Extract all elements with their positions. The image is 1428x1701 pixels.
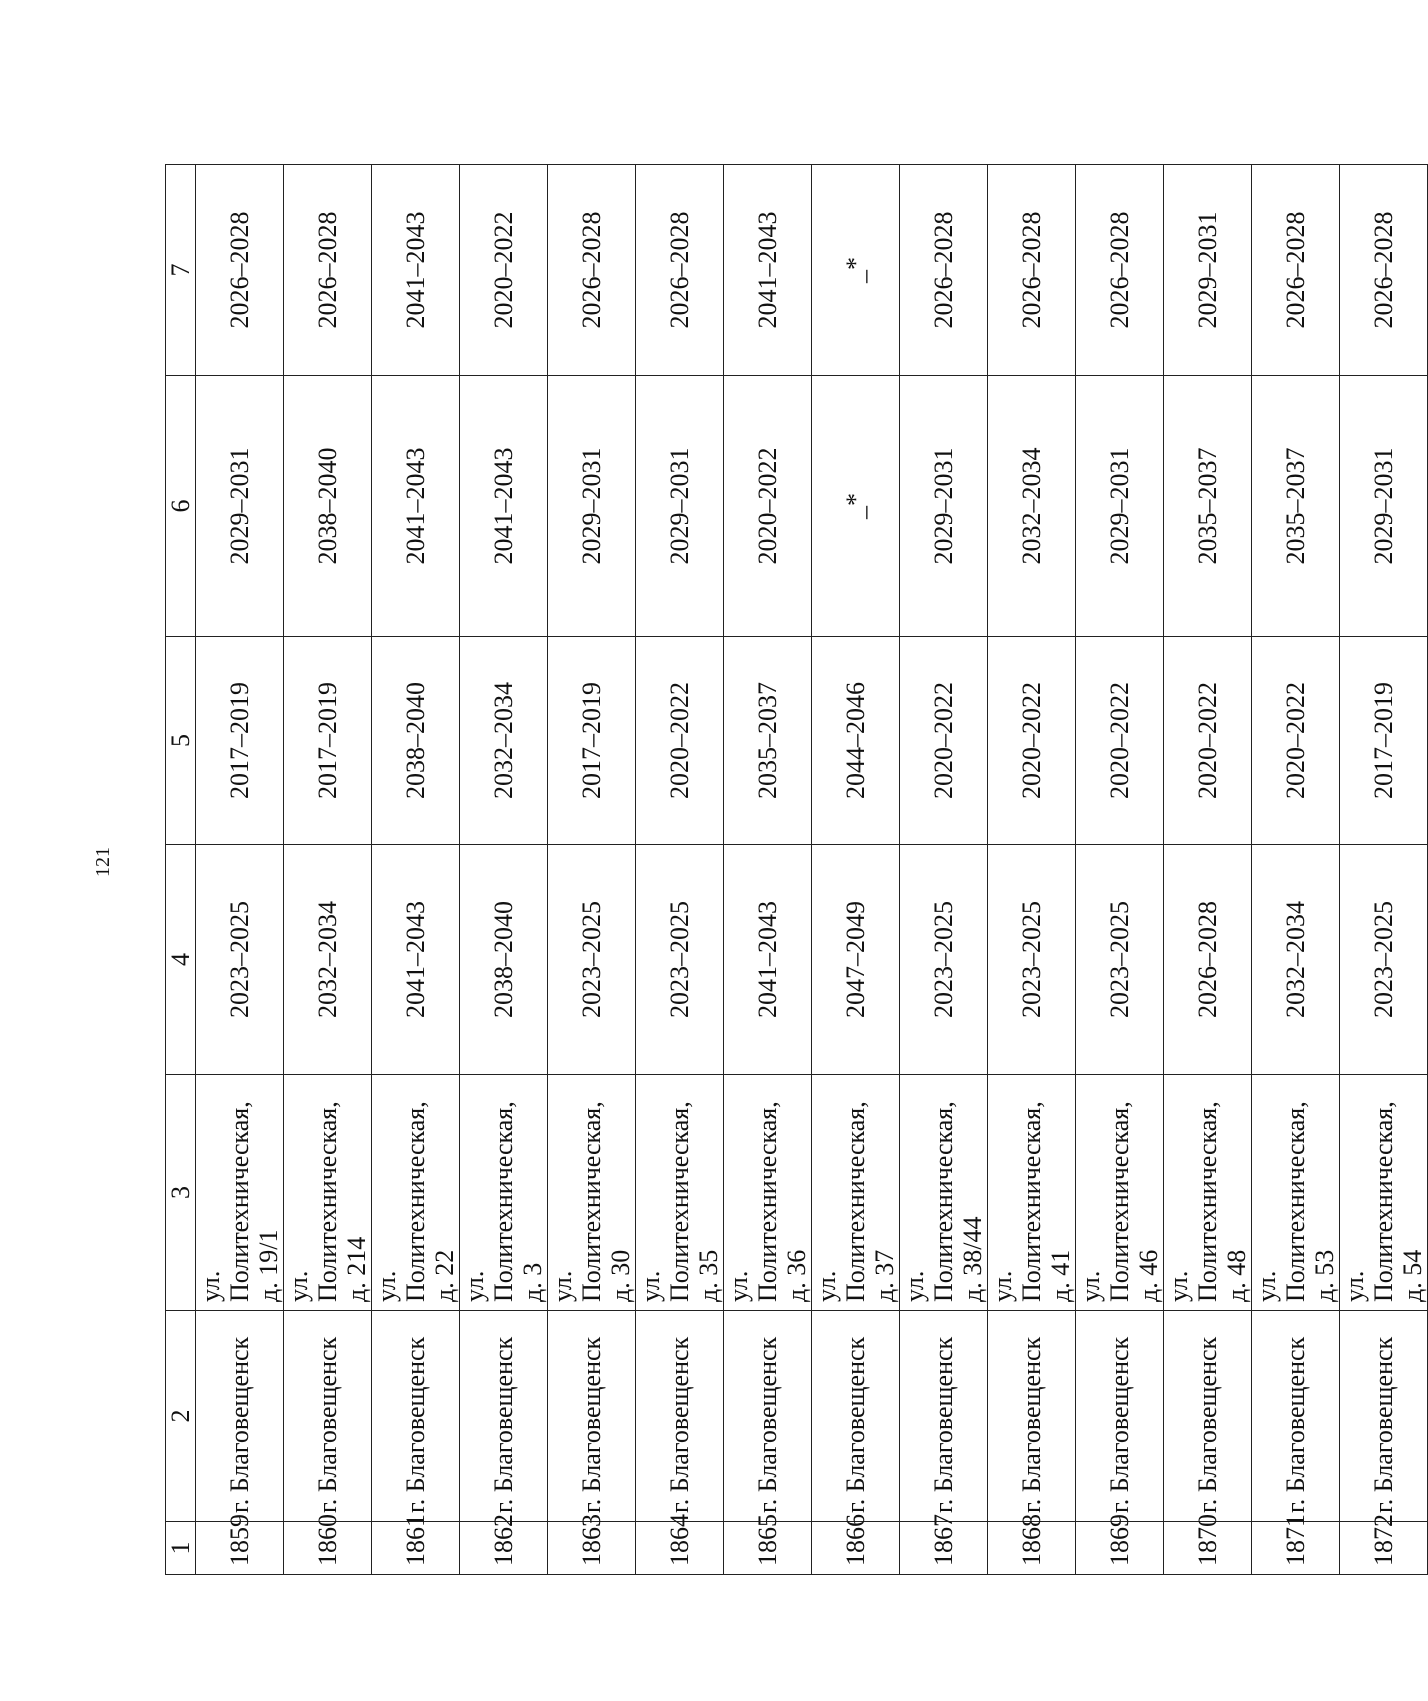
table-row: [724, 165, 812, 1575]
period-cell: 2020–2022: [1252, 637, 1340, 845]
period-cell: 2023–2025: [196, 845, 284, 1075]
table-row: [372, 165, 460, 1575]
period-cell: 2026–2028: [1252, 165, 1340, 376]
period-cell: 2020–2022: [988, 637, 1076, 845]
row-number: 1860: [284, 1522, 372, 1575]
row-number: 1861: [372, 1522, 460, 1575]
city-cell: г. Благовещенск: [1340, 1311, 1428, 1522]
column-header: 1: [166, 1522, 196, 1575]
period-cell: 2047–2049: [812, 845, 900, 1075]
period-cell: 2041–2043: [372, 165, 460, 376]
period-cell: 2032–2034: [988, 376, 1076, 637]
table-row: [900, 165, 988, 1575]
row-number: 1859: [196, 1522, 284, 1575]
column-header: 4: [166, 845, 196, 1075]
city-cell: г. Благовещенск: [1076, 1311, 1164, 1522]
address-cell: ул. Политехническая, д. 54: [1340, 1075, 1428, 1311]
city-cell: г. Благовещенск: [284, 1311, 372, 1522]
column-header: 7: [166, 165, 196, 376]
address-cell: ул. Политехническая, д. 38/44: [900, 1075, 988, 1311]
period-cell: 2029–2031: [1340, 376, 1428, 637]
address-cell: ул. Политехническая, д. 22: [372, 1075, 460, 1311]
address-cell: ул. Политехническая, д. 19/1: [196, 1075, 284, 1311]
city-cell: г. Благовещенск: [1164, 1311, 1252, 1522]
column-header: 5: [166, 637, 196, 845]
table-row: [460, 165, 548, 1575]
table-row: [636, 165, 724, 1575]
period-cell: 2041–2043: [372, 845, 460, 1075]
period-cell: 2026–2028: [988, 165, 1076, 376]
address-cell: ул. Политехническая, д. 214: [284, 1075, 372, 1311]
period-cell: 2023–2025: [1076, 845, 1164, 1075]
period-cell: 2029–2031: [1164, 165, 1252, 376]
period-cell: 2026–2028: [900, 165, 988, 376]
address-cell: ул. Политехническая, д. 41: [988, 1075, 1076, 1311]
address-cell: ул. Политехническая, д. 48: [1164, 1075, 1252, 1311]
city-cell: г. Благовещенск: [900, 1311, 988, 1522]
table-row: [1252, 165, 1340, 1575]
table-row: [548, 165, 636, 1575]
address-cell: ул. Политехническая, д. 3: [460, 1075, 548, 1311]
period-cell: 2020–2022: [724, 376, 812, 637]
period-cell: 2032–2034: [460, 637, 548, 845]
period-cell: 2020–2022: [1076, 637, 1164, 845]
period-cell: 2017–2019: [196, 637, 284, 845]
page-number: 121: [92, 847, 114, 877]
column-header: 6: [166, 376, 196, 637]
row-number: 1865: [724, 1522, 812, 1575]
table-row: [196, 165, 284, 1575]
period-cell: 2023–2025: [548, 845, 636, 1075]
address-cell: ул. Политехническая, д. 37: [812, 1075, 900, 1311]
table-row: [1164, 165, 1252, 1575]
city-cell: г. Благовещенск: [988, 1311, 1076, 1522]
address-cell: ул. Политехническая, д. 53: [1252, 1075, 1340, 1311]
period-cell: 2041–2043: [724, 165, 812, 376]
period-cell: 2035–2037: [1252, 376, 1340, 637]
period-cell: 2029–2031: [196, 376, 284, 637]
row-number: 1866: [812, 1522, 900, 1575]
period-cell: 2038–2040: [284, 376, 372, 637]
schedule-table: [165, 164, 1428, 1575]
row-number: 1864: [636, 1522, 724, 1575]
period-cell: 2029–2031: [548, 376, 636, 637]
period-cell: _*: [812, 165, 900, 376]
period-cell: 2029–2031: [900, 376, 988, 637]
period-cell: 2026–2028: [1340, 165, 1428, 376]
address-cell: ул. Политехническая, д. 35: [636, 1075, 724, 1311]
period-cell: 2026–2028: [548, 165, 636, 376]
period-cell: 2026–2028: [284, 165, 372, 376]
period-cell: 2020–2022: [636, 637, 724, 845]
period-cell: 2026–2028: [196, 165, 284, 376]
period-cell: 2035–2037: [1164, 376, 1252, 637]
row-number: 1863: [548, 1522, 636, 1575]
period-cell: 2038–2040: [460, 845, 548, 1075]
header-row: [166, 165, 196, 1575]
city-cell: г. Благовещенск: [636, 1311, 724, 1522]
address-cell: ул. Политехническая, д. 36: [724, 1075, 812, 1311]
row-number: 1868: [988, 1522, 1076, 1575]
period-cell: 2026–2028: [636, 165, 724, 376]
city-cell: г. Благовещенск: [724, 1311, 812, 1522]
table-row: [284, 165, 372, 1575]
period-cell: 2032–2034: [284, 845, 372, 1075]
period-cell: 2020–2022: [460, 165, 548, 376]
period-cell: 2044–2046: [812, 637, 900, 845]
period-cell: 2026–2028: [1076, 165, 1164, 376]
period-cell: 2017–2019: [284, 637, 372, 845]
period-cell: 2017–2019: [1340, 637, 1428, 845]
column-header: 2: [166, 1311, 196, 1522]
period-cell: _*: [812, 376, 900, 637]
city-cell: г. Благовещенск: [460, 1311, 548, 1522]
period-cell: 2029–2031: [1076, 376, 1164, 637]
period-cell: 2023–2025: [1340, 845, 1428, 1075]
period-cell: 2020–2022: [900, 637, 988, 845]
city-cell: г. Благовещенск: [1252, 1311, 1340, 1522]
row-number: 1862: [460, 1522, 548, 1575]
period-cell: 2041–2043: [460, 376, 548, 637]
row-number: 1869: [1076, 1522, 1164, 1575]
period-cell: 2041–2043: [724, 845, 812, 1075]
row-number: 1870: [1164, 1522, 1252, 1575]
row-number: 1867: [900, 1522, 988, 1575]
period-cell: 2023–2025: [636, 845, 724, 1075]
address-cell: ул. Политехническая, д. 30: [548, 1075, 636, 1311]
city-cell: г. Благовещенск: [548, 1311, 636, 1522]
period-cell: 2035–2037: [724, 637, 812, 845]
period-cell: 2020–2022: [1164, 637, 1252, 845]
column-header: 3: [166, 1075, 196, 1311]
period-cell: 2032–2034: [1252, 845, 1340, 1075]
row-number: 1871: [1252, 1522, 1340, 1575]
table-row: [1340, 165, 1428, 1575]
table-row: [988, 165, 1076, 1575]
table-row: [812, 165, 900, 1575]
period-cell: 2023–2025: [900, 845, 988, 1075]
city-cell: г. Благовещенск: [812, 1311, 900, 1522]
address-cell: ул. Политехническая, д. 46: [1076, 1075, 1164, 1311]
row-number: 1872: [1340, 1522, 1428, 1575]
period-cell: 2017–2019: [548, 637, 636, 845]
city-cell: г. Благовещенск: [196, 1311, 284, 1522]
period-cell: 2026–2028: [1164, 845, 1252, 1075]
table-row: [1076, 165, 1164, 1575]
period-cell: 2041–2043: [372, 376, 460, 637]
period-cell: 2038–2040: [372, 637, 460, 845]
city-cell: г. Благовещенск: [372, 1311, 460, 1522]
period-cell: 2023–2025: [988, 845, 1076, 1075]
period-cell: 2029–2031: [636, 376, 724, 637]
rotated-table-container: [165, 165, 1427, 1575]
